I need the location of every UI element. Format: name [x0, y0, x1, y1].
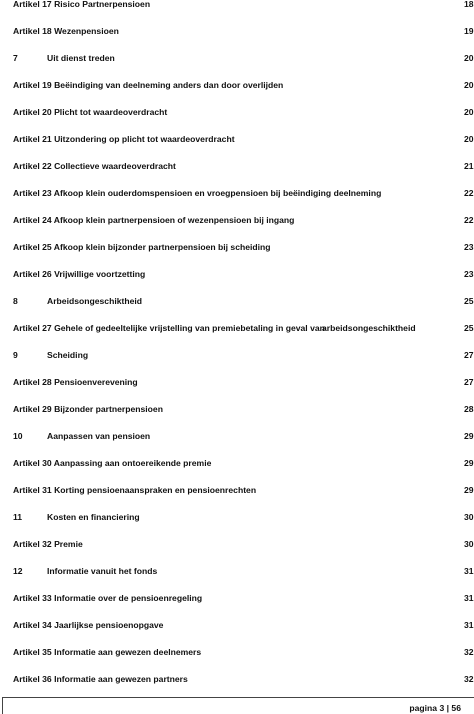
chapter-title: Aanpassen van pensioen [47, 431, 151, 441]
toc-page-number: 23 [464, 269, 474, 279]
article-title: Artikel 21 Uitzondering op plicht tot waardeoverdracht [13, 134, 235, 144]
article-title: Artikel 19 Beëindiging van deelneming anders dan door overlijden [13, 80, 284, 90]
toc-entry[interactable] [13, 132, 474, 146]
toc-page-number: 21 [464, 161, 474, 171]
toc-entry[interactable] [13, 618, 474, 632]
article-title: Artikel 28 Pensioenverevening [13, 377, 138, 387]
toc-entry[interactable] [13, 429, 474, 443]
toc-page-number: 29 [464, 458, 474, 468]
toc-page-number: 30 [464, 539, 474, 549]
chapter-number: 11 [13, 512, 23, 522]
toc-page-number: 32 [464, 647, 474, 657]
page-number: pagina 3 | 56 [409, 703, 461, 713]
toc-page-number: 19 [464, 26, 474, 36]
toc-page-number: 27 [464, 350, 474, 360]
toc-page-number: 20 [464, 107, 474, 117]
article-title: Artikel 24 Afkoop klein partnerpensioen of wezenpensioen bij ingang [13, 215, 295, 225]
article-title: Artikel 33 Informatie over de pensioenregeling [13, 593, 203, 603]
chapter-title: Scheiding [47, 350, 89, 360]
toc-entry[interactable] [13, 213, 474, 227]
toc-page-number: 31 [464, 620, 474, 630]
article-title: Artikel 36 Informatie aan gewezen partners [13, 674, 188, 684]
toc-entry[interactable] [13, 24, 474, 38]
toc-page-number: 22 [464, 215, 474, 225]
chapter-title: Arbeidsongeschiktheid [47, 296, 143, 306]
toc-page-number: 25 [464, 296, 474, 306]
footer-divider-edge [2, 697, 3, 714]
article-title: Artikel 29 Bijzonder partnerpensioen [13, 404, 163, 414]
toc-entry[interactable] [13, 645, 474, 659]
article-title: Artikel 31 Korting pensioenaanspraken en pensioenrechten [13, 485, 257, 495]
toc-entry[interactable] [13, 105, 474, 119]
toc-page-number: 22 [464, 188, 474, 198]
toc-entry[interactable] [13, 564, 474, 578]
toc-page-number: 28 [464, 404, 474, 414]
article-title-continuation: arbeidsongeschiktheid [322, 323, 416, 333]
toc-page-number: 18 [464, 0, 474, 9]
toc-entry[interactable] [13, 267, 474, 281]
toc-entry[interactable] [13, 294, 474, 308]
toc-entry[interactable] [13, 456, 474, 470]
article-title: Artikel 34 Jaarlijkse pensioenopgave [13, 620, 164, 630]
toc-page-number: 27 [464, 377, 474, 387]
toc-entry[interactable] [13, 159, 474, 173]
article-title: Artikel 18 Wezenpensioen [13, 26, 119, 36]
toc-entry[interactable] [13, 483, 474, 497]
toc-entry[interactable] [13, 375, 474, 389]
article-title: Artikel 26 Vrijwillige voortzetting [13, 269, 146, 279]
toc-entry[interactable] [13, 672, 474, 686]
chapter-number: 8 [13, 296, 18, 306]
chapter-title: Uit dienst treden [47, 53, 115, 63]
toc-entry[interactable] [13, 0, 474, 11]
chapter-number: 9 [13, 350, 18, 360]
toc-page-number: 23 [464, 242, 474, 252]
toc-page-number: 31 [464, 566, 474, 576]
article-title: Artikel 25 Afkoop klein bijzonder partnerpensioen bij scheiding [13, 242, 271, 252]
toc-entry[interactable] [13, 591, 474, 605]
toc-page-number: 32 [464, 674, 474, 684]
toc-entry[interactable] [13, 51, 474, 65]
article-title: Artikel 17 Risico Partnerpensioen [13, 0, 151, 9]
toc-entry[interactable] [13, 537, 474, 551]
toc-page-number: 25 [464, 323, 474, 333]
toc-entry[interactable] [13, 186, 474, 200]
toc-page-number: 29 [464, 485, 474, 495]
toc-page-number: 30 [464, 512, 474, 522]
article-title: Artikel 27 Gehele of gedeeltelijke vrijstelling van premiebetaling in geval van [13, 323, 325, 333]
chapter-number: 10 [13, 431, 23, 441]
chapter-title: Informatie vanuit het fonds [47, 566, 158, 576]
footer-divider [2, 697, 474, 698]
toc-page-number: 29 [464, 431, 474, 441]
toc-page-number: 20 [464, 53, 474, 63]
toc-page-number: 31 [464, 593, 474, 603]
article-title: Artikel 30 Aanpassing aan ontoereikende premie [13, 458, 212, 468]
toc-entry[interactable] [13, 348, 474, 362]
chapter-number: 7 [13, 53, 18, 63]
toc-entry[interactable] [13, 321, 474, 335]
toc-entry[interactable] [13, 240, 474, 254]
chapter-title: Kosten en financiering [47, 512, 140, 522]
toc-entry[interactable] [13, 78, 474, 92]
toc-page-number: 20 [464, 134, 474, 144]
article-title: Artikel 35 Informatie aan gewezen deelnemers [13, 647, 202, 657]
article-title: Artikel 23 Afkoop klein ouderdomspensioen en vroegpensioen bij beëindiging deelneming [13, 188, 382, 198]
toc-entry[interactable] [13, 510, 474, 524]
article-title: Artikel 22 Collectieve waardeoverdracht [13, 161, 176, 171]
toc-entry[interactable] [13, 402, 474, 416]
article-title: Artikel 32 Premie [13, 539, 83, 549]
toc-page-number: 20 [464, 80, 474, 90]
chapter-number: 12 [13, 566, 23, 576]
article-title: Artikel 20 Plicht tot waardeoverdracht [13, 107, 168, 117]
